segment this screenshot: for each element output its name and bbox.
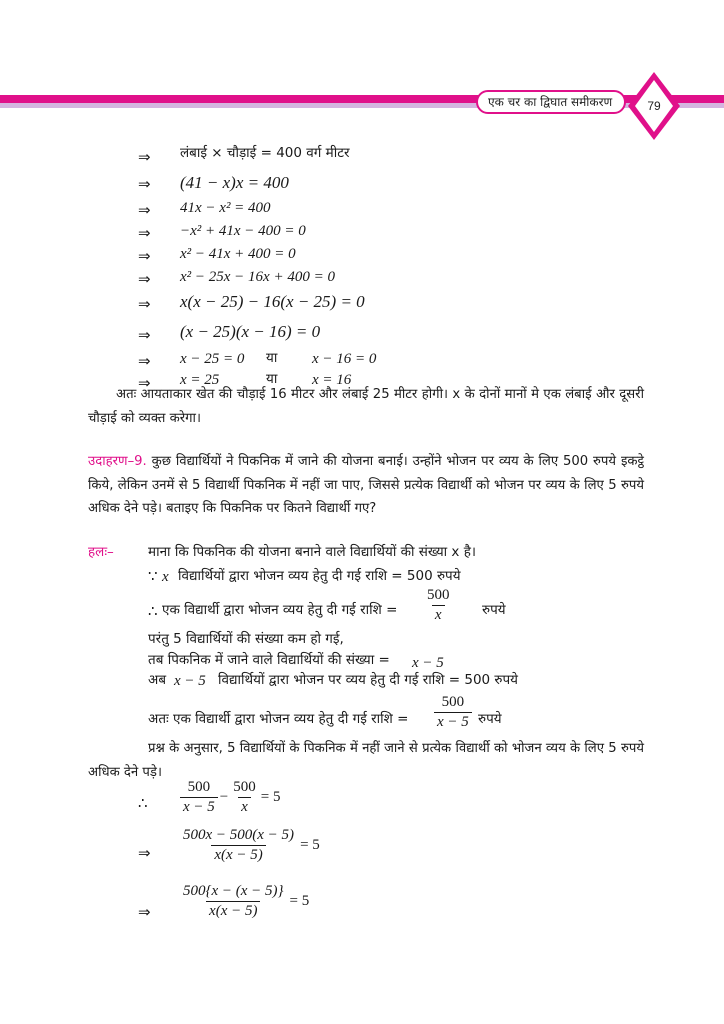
equation-rhs: = 5 [289,893,310,909]
solution-line-3: परंतु 5 विद्यार्थियों की संख्या कम हो गई, [148,631,344,647]
fraction-numerator: 500 [187,779,211,795]
solution-line-5-prefix: अब [148,672,167,688]
step-6: x² − 25x − 16x + 400 = 0 [180,269,335,285]
example-9 [88,450,644,521]
implies-arrow: ⇒ [138,326,151,344]
fraction-500-over-x-minus-5 [434,695,472,730]
fraction-numerator: 500 [427,587,450,603]
fraction-numerator: 500x − 500(x − 5) [183,827,295,843]
implies-arrow: ⇒ [138,844,151,862]
var-x: x [162,569,169,585]
therefore-symbol: ∴ [138,796,148,812]
solution-line-6: अतः एक विद्यार्थी द्वारा भोजन व्यय हेतु दी गई राशि = [148,711,409,727]
or-word: या [266,371,278,387]
solution-line-4: तब पिकनिक में जाने वाले विद्यार्थियों की संख्या = [148,652,390,668]
rupees-unit: रुपये [478,711,502,727]
solution-line-2: एक विद्यार्थी द्वारा भोजन व्यय हेतु दी गई राशि = [162,602,398,618]
equation-rhs: = 5 [300,837,320,853]
fraction [230,780,259,815]
implies-arrow: ⇒ [138,175,151,193]
solution-label: हलः– [88,544,114,560]
fraction-numerator: 500 [441,694,465,710]
step-9-left: x − 25 = 0 [180,351,245,367]
solution-line-1: विद्यार्थियों द्वारा भोजन व्यय हेतु दी गई राशि = 500 रुपये [178,568,461,584]
implies-arrow: ⇒ [138,270,151,288]
fraction-denominator: x − 5 [180,797,218,815]
fraction [180,780,218,815]
implies-arrow: ⇒ [138,201,151,219]
equation-1 [180,780,280,815]
example-label: उदाहरण–9. [88,454,147,469]
fraction-denominator: x [238,797,251,815]
equation-2 [180,828,320,863]
solution-line-5: विद्यार्थियों द्वारा भोजन पर व्यय हेतु दी गई राशि = 500 रुपये [218,672,518,688]
because-symbol: ∵ [148,569,158,585]
implies-arrow: ⇒ [138,148,151,166]
fraction-numerator: 500{x − (x − 5)} [183,883,284,899]
step-4: −x² + 41x − 400 = 0 [180,223,306,239]
fraction-denominator: x(x − 5) [211,845,265,863]
equation-3 [180,884,309,919]
solution-intro: माना कि पिकनिक की योजना बनाने वाले विद्यार्थियों की संख्या x है। [148,544,477,560]
therefore-symbol: ∴ [148,604,158,620]
fraction-denominator: x − 5 [434,712,472,730]
implies-arrow: ⇒ [138,247,151,265]
implies-arrow: ⇒ [138,903,151,921]
step-3: 41x − x² = 400 [180,200,271,216]
chapter-title: एक चर का द्विघात समीकरण [488,95,613,109]
step-area: लंबाई × चौड़ाई = 400 वर्ग मीटर [180,145,350,161]
step-10-right: x = 16 [312,372,352,388]
step-2: (41 − x)x = 400 [180,173,289,192]
implies-arrow: ⇒ [138,374,151,392]
fraction-denominator: x [432,605,445,623]
step-10-left: x = 25 [180,372,220,388]
step-7: x(x − 25) − 16(x − 25) = 0 [180,292,365,311]
expr-x-minus-5: x − 5 [412,655,444,671]
page-number: 79 [647,99,661,113]
step-9-right: x − 16 = 0 [312,351,377,367]
example-text: कुछ विद्यार्थियों ने पिकनिक में जाने की योजना बनाई। उन्होंने भोजन पर व्यय के लिए 500 रुपये इकट्ठे किये, लेकिन उनमें से 5 विद्यार्थी पिकनिक में नहीं जा पाए, जिससे प्रत्येक विद्यार्थी को भोजन पर व्यय के लिए 5 रुपये अधिक देने पड़े। बताइए कि पिकनिक पर कितने विद्यार्थी गए? [88,454,644,516]
fraction-numerator: 500 [233,779,256,795]
solution-line-7: प्रश्न के अनुसार, 5 विद्यार्थियों के पिकनिक में नहीं जाने से प्रत्येक विद्यार्थी को भोजन व्यय के लिए 5 रुपये अधिक देने पड़े। [88,741,644,780]
rupees-unit: रुपये [482,602,506,618]
implies-arrow: ⇒ [138,352,151,370]
minus-operator: − [219,789,229,805]
fraction [180,884,287,919]
equation-rhs: = 5 [260,789,281,805]
expr-x-minus-5: x − 5 [174,673,206,689]
step-5: x² − 41x + 400 = 0 [180,246,296,262]
implies-arrow: ⇒ [138,295,151,313]
fraction [180,828,297,863]
fraction-500-over-x [424,588,453,623]
fraction-denominator: x(x − 5) [206,901,260,919]
implies-arrow: ⇒ [138,224,151,242]
step-8: (x − 25)(x − 16) = 0 [180,322,321,341]
or-word: या [266,350,278,366]
conclusion-paragraph: अतः आयताकार खेत की चौड़ाई 16 मीटर और लंबाई 25 मीटर होगी। x के दोनों मानों मे एक लंबाई और दूसरी चौड़ाई को व्यक्त करेगा। [88,387,644,426]
